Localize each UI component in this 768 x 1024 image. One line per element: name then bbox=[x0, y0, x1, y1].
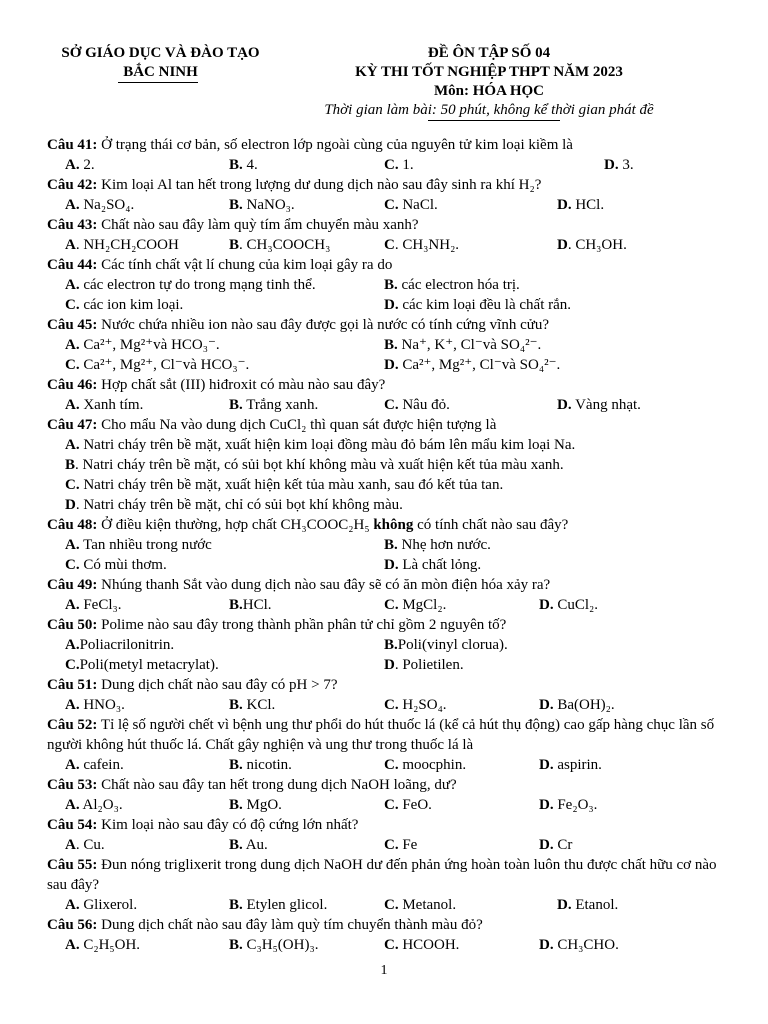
exam-title: ĐỀ ÔN TẬP SỐ 04 bbox=[427, 45, 551, 61]
option-a: A. Cu. bbox=[65, 837, 105, 853]
option-d: D. Natri cháy trên bề mặt, chỉ có sủi bọt khí không màu. bbox=[65, 497, 403, 513]
question-54: Câu 54: Kim loại nào sau đây có độ cứng lớn nhất? bbox=[47, 817, 359, 833]
option-d: D. Fe₂O₃. bbox=[539, 797, 598, 813]
option-d: D. HCl. bbox=[557, 197, 605, 213]
exam-header bbox=[300, 44, 678, 120]
option-c: C. Ca²⁺, Mg²⁺, Cl⁻và HCO₃⁻. bbox=[65, 357, 250, 373]
option-c: C. CH₃NH₂. bbox=[384, 237, 460, 253]
option-c: C. HCOOH. bbox=[384, 937, 460, 953]
question-45: Câu 45: Nước chứa nhiều ion nào sau đây được gọi là nước có tính cứng vĩnh cửu? bbox=[47, 317, 550, 333]
option-c: C. Metanol. bbox=[384, 897, 457, 913]
option-d: D. Ba(OH)₂. bbox=[539, 697, 615, 713]
question-42: Câu 42: Kim loại Al tan hết trong lượng dư dung dịch nào sau đây sinh ra khí H₂? bbox=[47, 177, 542, 193]
option-b: B. CH₃COOCH₃ bbox=[229, 237, 331, 253]
options-44-cd bbox=[47, 295, 727, 315]
option-a: A. HNO₃. bbox=[65, 697, 125, 713]
option-a: A. FeCl₃. bbox=[65, 597, 122, 613]
option-c: C. Natri cháy trên bề mặt, xuất hiện kết tủa màu xanh, sau đó kết tủa tan. bbox=[65, 477, 504, 493]
question-48: Câu 48: Ở điều kiện thường, hợp chất CH₃COOC₂H₅ không có tính chất nào sau đây? bbox=[47, 517, 569, 533]
option-c: C. Nâu đỏ. bbox=[384, 397, 450, 413]
option-b: B. Au. bbox=[229, 837, 268, 853]
question-50: Câu 50: Polime nào sau đây trong thành phần phân tử chỉ gồm 2 nguyên tố? bbox=[47, 617, 507, 633]
question-44: Câu 44: Các tính chất vật lí chung của kim loại gây ra do bbox=[47, 257, 393, 273]
option-b: B. Etylen glicol. bbox=[229, 897, 328, 913]
question-56: Câu 56: Dung dịch chất nào sau đây làm quỳ tím chuyển thành màu đỏ? bbox=[47, 917, 483, 933]
option-b: B. C₃H₅(OH)₃. bbox=[229, 937, 319, 953]
duration-underline bbox=[428, 120, 560, 121]
options-52 bbox=[47, 755, 727, 775]
option-a: A. Al₂O₃. bbox=[65, 797, 123, 813]
option-c: C. các ion kim loại. bbox=[65, 297, 184, 313]
option-c: C. H₂SO₄. bbox=[384, 697, 447, 713]
option-a: A.Poliacrilonitrin. bbox=[65, 637, 175, 653]
option-a: A. Glixerol. bbox=[65, 897, 138, 913]
option-d: D. CuCl₂. bbox=[539, 597, 599, 613]
question-list bbox=[47, 135, 727, 955]
option-c: C. NaCl. bbox=[384, 197, 438, 213]
department-header bbox=[48, 44, 273, 82]
option-c: C. moocphin. bbox=[384, 757, 467, 773]
question-51: Câu 51: Dung dịch chất nào sau đây có pH > 7? bbox=[47, 677, 338, 693]
option-a: A. Tan nhiều trong nước bbox=[65, 537, 212, 553]
department-name: SỞ GIÁO DỤC VÀ ĐÀO TẠO bbox=[61, 45, 260, 61]
option-b: B.Poli(vinyl clorua). bbox=[384, 637, 508, 653]
options-42 bbox=[47, 195, 727, 215]
option-c: C.Poli(metyl metacrylat). bbox=[65, 657, 219, 673]
question-55: Câu 55: Đun nóng triglixerit trong dung dịch NaOH dư đến phản ứng hoàn toàn luôn thu được chất hữu cơ nào sau đây? bbox=[47, 857, 717, 893]
option-c: C. Fe bbox=[384, 837, 418, 853]
exam-subject: Môn: HÓA HỌC bbox=[433, 83, 544, 99]
exam-duration: Thời gian làm bài: 50 phút, không kể thời gian phát đề bbox=[324, 102, 654, 118]
option-b: B.HCl. bbox=[229, 597, 272, 613]
option-d: D. Vàng nhạt. bbox=[557, 397, 641, 413]
options-55 bbox=[47, 895, 727, 915]
option-a: A. cafein. bbox=[65, 757, 124, 773]
option-a: A. Natri cháy trên bề mặt, xuất hiện kim loại đồng màu đỏ bám lên mẩu kim loại Na. bbox=[65, 437, 576, 453]
options-51 bbox=[47, 695, 727, 715]
options-48-cd bbox=[47, 555, 727, 575]
option-b: B. Nhẹ hơn nước. bbox=[384, 537, 491, 553]
option-a: A. các electron tự do trong mạng tinh thể. bbox=[65, 277, 316, 293]
option-a: A. 2. bbox=[65, 157, 95, 173]
option-c: C. MgCl₂. bbox=[384, 597, 447, 613]
options-54 bbox=[47, 835, 727, 855]
question-43: Câu 43: Chất nào sau đây làm quỳ tím ẩm chuyển màu xanh? bbox=[47, 217, 419, 233]
province-underline bbox=[118, 82, 198, 83]
option-a: A. Ca²⁺, Mg²⁺và HCO₃⁻. bbox=[65, 337, 220, 353]
options-50-cd bbox=[47, 655, 727, 675]
option-a: A. C₂H₅OH. bbox=[65, 937, 141, 953]
option-a: A. Xanh tím. bbox=[65, 397, 144, 413]
exam-name: KỲ THI TỐT NGHIỆP THPT NĂM 2023 bbox=[355, 64, 623, 80]
option-a: A. Na₂SO₄. bbox=[65, 197, 135, 213]
option-d: D. các kim loại đều là chất rắn. bbox=[384, 297, 572, 313]
option-d: D. Là chất lỏng. bbox=[384, 557, 482, 573]
option-d: D. CH₃CHO. bbox=[539, 937, 619, 953]
option-c: C. 1. bbox=[384, 157, 414, 173]
option-d: D. CH₃OH. bbox=[557, 237, 627, 253]
option-d: D. 3. bbox=[604, 157, 634, 173]
option-b: B. KCl. bbox=[229, 697, 276, 713]
options-43 bbox=[47, 235, 727, 255]
option-d: D. Etanol. bbox=[557, 897, 619, 913]
option-c: C. FeO. bbox=[384, 797, 432, 813]
option-b: B. Na⁺, K⁺, Cl⁻và SO₄²⁻. bbox=[384, 337, 542, 353]
options-45-ab bbox=[47, 335, 727, 355]
question-53: Câu 53: Chất nào sau đây tan hết trong dung dịch NaOH loãng, dư? bbox=[47, 777, 457, 793]
option-d: D. Polietilen. bbox=[384, 657, 464, 673]
option-a: A. NH₂CH₂COOH bbox=[65, 237, 179, 253]
options-53 bbox=[47, 795, 727, 815]
province-name: BẮC NINH bbox=[123, 64, 198, 80]
option-b: B. NaNO₃. bbox=[229, 197, 295, 213]
option-b: B. Natri cháy trên bề mặt, có sủi bọt khí không màu và xuất hiện kết tủa màu xanh. bbox=[65, 457, 564, 473]
options-44-ab bbox=[47, 275, 727, 295]
question-49: Câu 49: Nhúng thanh Sắt vào dung dịch nào sau đây sẽ có ăn mòn điện hóa xảy ra? bbox=[47, 577, 551, 593]
question-47: Câu 47: Cho mẩu Na vào dung dịch CuCl₂ thì quan sát được hiện tượng là bbox=[47, 417, 497, 433]
options-46 bbox=[47, 395, 727, 415]
option-b: B. MgO. bbox=[229, 797, 282, 813]
option-d: D. Cr bbox=[539, 837, 573, 853]
options-50-ab bbox=[47, 635, 727, 655]
question-41: Câu 41: Ở trạng thái cơ bản, số electron lớp ngoài cùng của nguyên tử kim loại kiềm là bbox=[47, 137, 573, 153]
option-b: B. 4. bbox=[229, 157, 258, 173]
option-b: B. nicotin. bbox=[229, 757, 292, 773]
option-b: B. các electron hóa trị. bbox=[384, 277, 520, 293]
option-b: B. Trắng xanh. bbox=[229, 397, 319, 413]
options-41 bbox=[47, 155, 727, 175]
options-45-cd bbox=[47, 355, 727, 375]
option-d: D. Ca²⁺, Mg²⁺, Cl⁻và SO₄²⁻. bbox=[384, 357, 561, 373]
page-number: 1 bbox=[380, 963, 388, 978]
options-56 bbox=[47, 935, 727, 955]
question-46: Câu 46: Hợp chất sắt (III) hiđroxit có màu nào sau đây? bbox=[47, 377, 386, 393]
options-49 bbox=[47, 595, 727, 615]
option-c: C. Có mùi thơm. bbox=[65, 557, 167, 573]
options-48-ab bbox=[47, 535, 727, 555]
option-d: D. aspirin. bbox=[539, 757, 602, 773]
question-52: Câu 52: Tỉ lệ số người chết vì bệnh ung thư phổi do hút thuốc lá (kể cả hút thụ động) cao gấp hàng chục lần số người không hút thuốc lá. Chất gây nghiện và ung thư trong thuốc lá là bbox=[47, 717, 715, 753]
